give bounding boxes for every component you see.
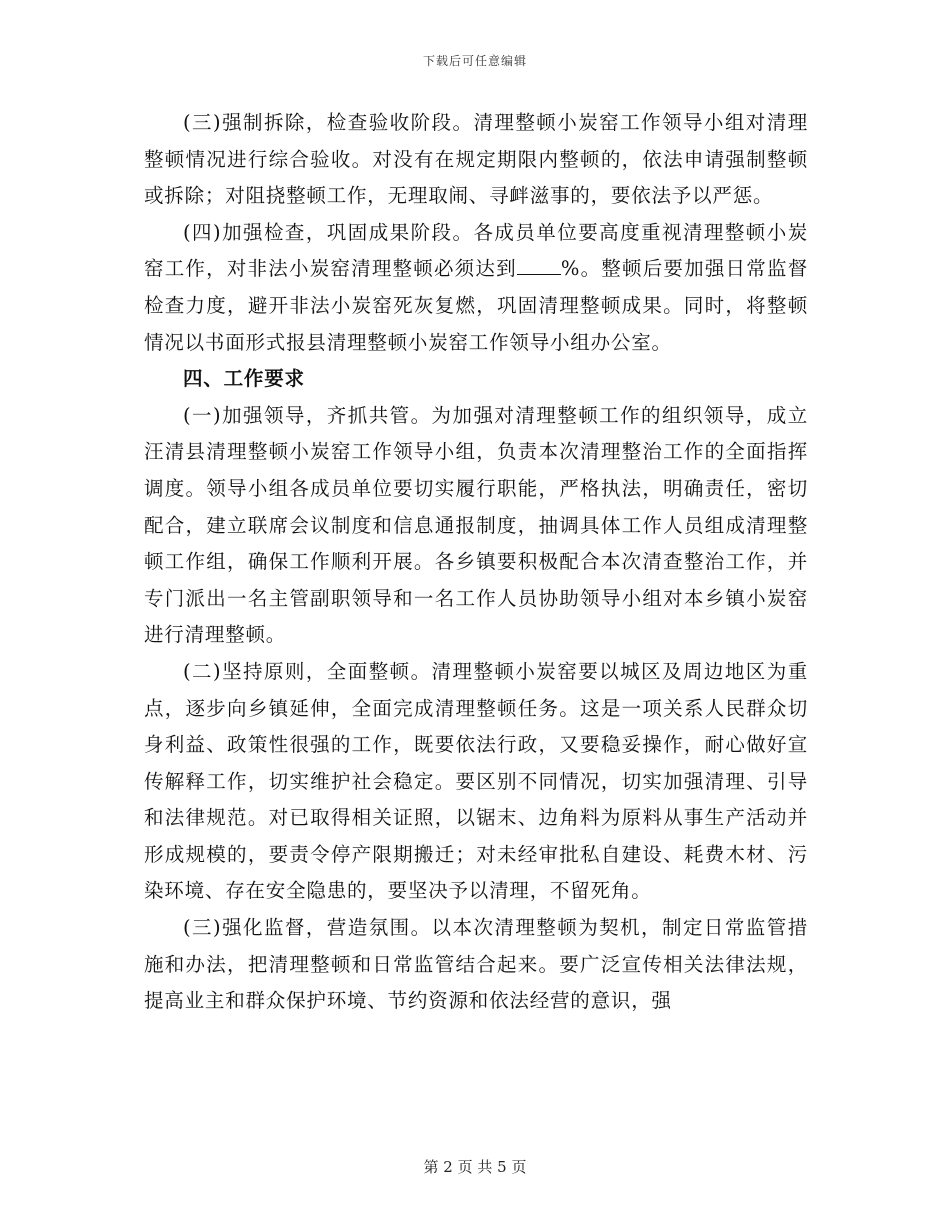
fill-in-blank: [517, 256, 561, 275]
section-heading-work-requirements: 四、工作要求: [183, 367, 305, 391]
paragraph-inspection-consolidation: [144, 215, 808, 361]
paragraph-leadership: (一)加强领导，齐抓共管。为加强对清理整顿工作的组织领导，成立汪清县清理整顿小炭窑工作领导小组，负责本次清理整治工作的全面指挥调度。领导小组各成员单位要切实履行职能，严格执法，明确责任，密切配合，建立联席会议制度和信息通报制度，抽调具体工作人员组成清理整顿工作组，确保工作顺利开展。各乡镇要积极配合本次清查整治工作，并专门派出一名主管副职领导和一名工作人员协助领导小组对本乡镇小炭窑进行清理整顿。: [144, 403, 808, 647]
paragraph-supervision: (三)强化监督，营造氛围。以本次清理整顿为契机，制定日常监管措施和办法，把清理整顿和日常监管结合起来。要广泛宣传相关法律法规，提高业主和群众保护环境、节约资源和依法经营的意识，强: [144, 916, 808, 1013]
paragraph-text-after-blank: %。整顿后要加强日常监督检查力度，避开非法小炭窑死灰复燃，巩固清理整顿成果。同时，将整顿情况以书面形式报县清理整顿小炭窑工作领导小组办公室。: [144, 257, 808, 354]
page-footer: 第 2 页 共 5 页: [423, 1158, 527, 1176]
document-body: [144, 105, 808, 1020]
paragraph-forced-demolition: (三)强制拆除，检查验收阶段。清理整顿小炭窑工作领导小组对清理整顿情况进行综合验收。对没有在规定期限内整顿的，依法申请强制整顿或拆除；对阻挠整顿工作，无理取闹、寻衅滋事的，要依法予以严惩。: [144, 111, 808, 208]
paragraph-principles: (二)坚持原则，全面整顿。清理整顿小炭窑要以城区及周边地区为重点，逐步向乡镇延伸，全面完成清理整顿任务。这是一项关系人民群众切身利益、政策性很强的工作，既要依法行政，又要稳妥操作，耐心做好宣传解释工作，切实维护社会稳定。要区别不同情况，切实加强清理、引导和法律规范。对已取得相关证照，以锯末、边角料为原料从事生产活动并形成规模的，要责令停产限期搬迁；对未经审批私自建设、耗费木材、污染环境、存在安全隐患的，要坚决予以清理，不留死角。: [144, 659, 808, 903]
page-header: 下载后可任意编辑: [422, 54, 527, 68]
paragraph-text-before-blank: (四)加强检查，巩固成果阶段。各成员单位要高度重视清理整顿小炭窑工作，对非法小炭窑清理整顿必须达到: [144, 220, 808, 281]
